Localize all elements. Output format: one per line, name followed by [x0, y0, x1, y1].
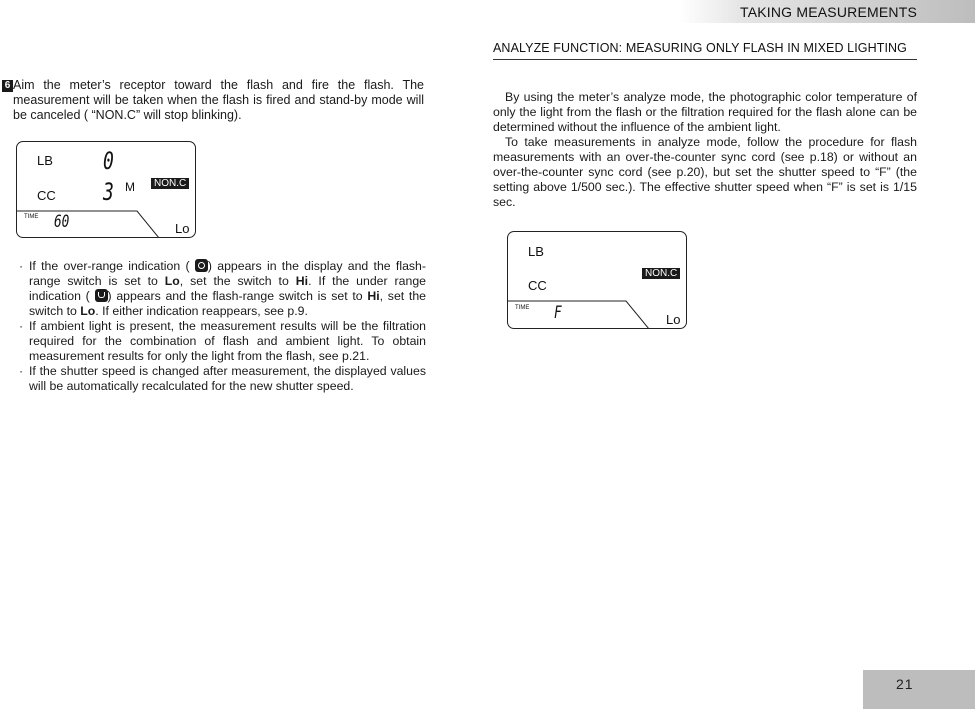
lcd-time-value: 60: [54, 212, 70, 232]
page-header-title: TAKING MEASUREMENTS: [739, 4, 917, 20]
section-title: ANALYZE FUNCTION: MEASURING ONLY FLASH IN MIXED LIGHTING: [493, 41, 917, 60]
note-item: [19, 319, 426, 364]
lcd-range-indicator: Lo: [666, 312, 681, 327]
paragraph: To take measurements in analyze mode, follow the procedure for flash measurements with an over-the-counter sync cord (see p.18) or without an over-the-counter sync cord (see p.20), but set the shutter speed to “F” (the setting above 1/500 sec.). The effective shutter speed when “F” is set is 1/15 sec.: [493, 135, 917, 209]
lcd-cc-value: 3: [103, 178, 114, 206]
note-text: ) appears and the flash-range switch is set to: [107, 289, 368, 303]
note-text: If the over-range indication (: [29, 259, 195, 273]
step-number-badge: 6: [2, 80, 13, 92]
lcd-display-right: [507, 231, 687, 329]
note-text: If ambient light is present, the measurement results will be the filtration required for the combination of flash and ambient light. To obtain measurement results for only the light from the flash, see p.21.: [29, 319, 426, 363]
lcd-lb-value: 0: [103, 147, 114, 175]
lcd-lb-label: LB: [37, 153, 53, 168]
note-text: ) appears in the display and the flash-range switch is set to: [29, 259, 426, 288]
lcd-lb-label: LB: [528, 244, 544, 259]
step-6: [0, 78, 424, 123]
over-range-icon: [195, 259, 208, 272]
paragraph: By using the meter’s analyze mode, the photographic color temperature of only the light from the flash or the filtration required for the flash alone can be determined without the influence of the ambient light.: [493, 90, 917, 134]
non-c-badge: NON.C: [642, 268, 680, 279]
non-c-badge: NON.C: [151, 178, 189, 189]
bullet: ·: [19, 319, 24, 333]
page-number-box: [863, 670, 975, 709]
lcd-time-label: TIME: [515, 305, 530, 311]
lcd-divider: [508, 300, 686, 329]
header-bar: [680, 0, 975, 23]
lcd-time-label: TIME: [24, 214, 39, 220]
lcd-time-value: F: [554, 303, 562, 323]
lcd-cc-label: CC: [37, 188, 56, 203]
note-text: , set the switch to: [179, 274, 296, 288]
note-text: . If either indication reappears, see p.9.: [95, 304, 308, 318]
note-item: [19, 364, 426, 394]
note-text: . If the under range indication (: [29, 274, 426, 303]
note-text: If the shutter speed is changed after measurement, the displayed values will be automatically recalculated for the new shutter speed.: [29, 364, 426, 393]
left-column: [0, 78, 430, 123]
lcd-cc-unit: M: [125, 180, 135, 194]
lcd-divider: [17, 210, 195, 238]
lcd-range-indicator: Lo: [175, 221, 190, 236]
lcd-display-left: [16, 141, 196, 238]
note-text: , set the switch to: [29, 289, 427, 318]
bullet: ·: [19, 259, 24, 273]
switch-hi: Hi: [367, 289, 380, 303]
switch-lo: Lo: [164, 274, 180, 288]
under-range-icon: [95, 289, 108, 302]
page-number: 21: [896, 676, 914, 692]
bullet: ·: [19, 364, 24, 378]
right-column: [493, 41, 917, 210]
note-item: [19, 259, 426, 319]
step-text: Aim the meter’s receptor toward the flash and fire the flash. The measurement will be taken when the flash is fired and stand-by mode will be canceled ( “NON.C” will stop blinking).: [13, 78, 424, 122]
notes-list: [19, 259, 426, 394]
lcd-cc-label: CC: [528, 278, 547, 293]
switch-hi: Hi: [295, 274, 309, 288]
switch-lo: Lo: [80, 304, 96, 318]
